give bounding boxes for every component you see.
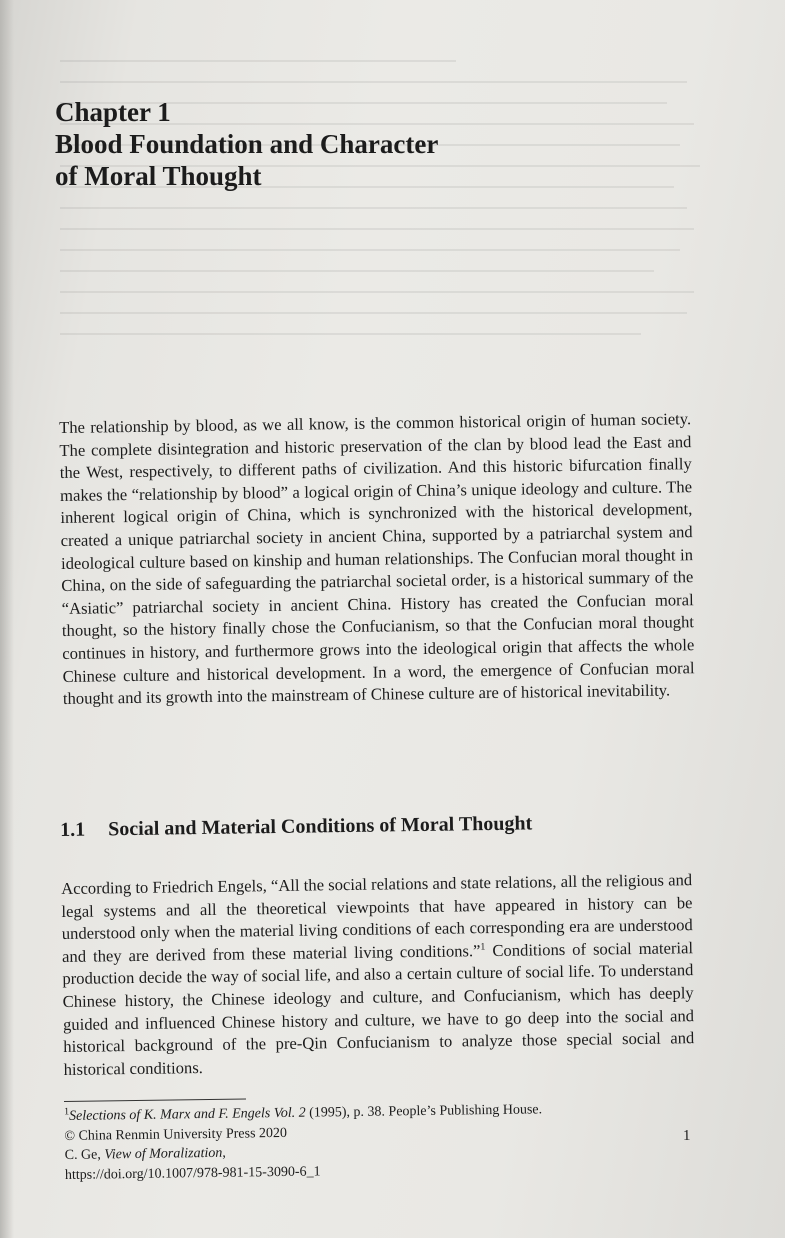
- citation-author: C. Ge,: [64, 1147, 105, 1163]
- citation-suffix: ,: [222, 1145, 226, 1161]
- doi-link[interactable]: https://doi.org/10.1007/978-981-15-3090-6_1: [64, 1163, 321, 1183]
- footnote-reference[interactable]: 1: [480, 941, 486, 953]
- citation-book-title: View of Moralization: [104, 1145, 223, 1163]
- chapter-title-line-2: of Moral Thought: [55, 161, 262, 191]
- section-title: Social and Material Conditions of Moral Thought: [108, 812, 533, 841]
- page-number: 1: [682, 1127, 691, 1145]
- copyright-line: © China Renmin University Press 2020: [64, 1125, 288, 1144]
- footnote-source-details: (1995), p. 38. People’s Publishing House.: [305, 1102, 543, 1121]
- section-paragraph: [61, 869, 695, 1081]
- page-footer: [64, 1098, 685, 1185]
- section-paragraph-part-1: According to Friedrich Engels, “All the social relations and state relations, all the religious and legal systems and all the theoretical viewpoints that have appeared in history can be understood only when the material living conditions of each corresponding era are understood and they are derived from these material living conditions.”: [61, 870, 693, 966]
- section-paragraph-part-2: Conditions of social material production decide the way of social life, and also a certain culture of social life. To understand Chinese history, the Chinese ideology and culture, and Confucianism, which has deeply guided and influenced Chinese history and culture, we have to go deep into the social and historical background of the pre-Qin Confucianism to analyze those special social and historical conditions.: [62, 937, 695, 1079]
- binding-shadow: [0, 0, 14, 1238]
- section-heading: [60, 808, 680, 843]
- chapter-heading: [55, 96, 675, 192]
- section-number: 1.1: [60, 818, 86, 841]
- chapter-label: Chapter 1: [55, 97, 171, 127]
- chapter-abstract: The relationship by blood, as we all know, is the common historical origin of human society. The complete disintegration and historic preservation of the clan by blood lead the East and the West, respectively, to different paths of civilization. And this historic bifurcation finally makes the “relationship by blood” a logical origin of China’s unique ideology and culture. The inherent logical origin of China, which is synchronized with the historical development, created a unique patriarchal society in ancient China, supported by a patriarchal system and ideological culture based on kinship and human relationships. The Confucian moral thought in China, on the side of safeguarding the patriarchal societal order, is a historical summary of the “Asiatic” patriarchal society in ancient China. History has created the Confucian moral thought, so the history finally chose the Confucianism, so that the Confucian moral thought continues in history, and furthermore grows into the ideological origin that affects the whole Chinese culture and historical development. In a word, the emergence of Confucian moral thought and its growth into the mainstream of Chinese culture are of historical inevitability.: [59, 409, 695, 709]
- footnote-source-title: Selections of K. Marx and F. Engels Vol. 2: [69, 1105, 306, 1124]
- footnote-marker: 1: [63, 1106, 70, 1118]
- footnote-divider: [64, 1098, 246, 1102]
- chapter-title-line-1: Blood Foundation and Character: [55, 129, 439, 159]
